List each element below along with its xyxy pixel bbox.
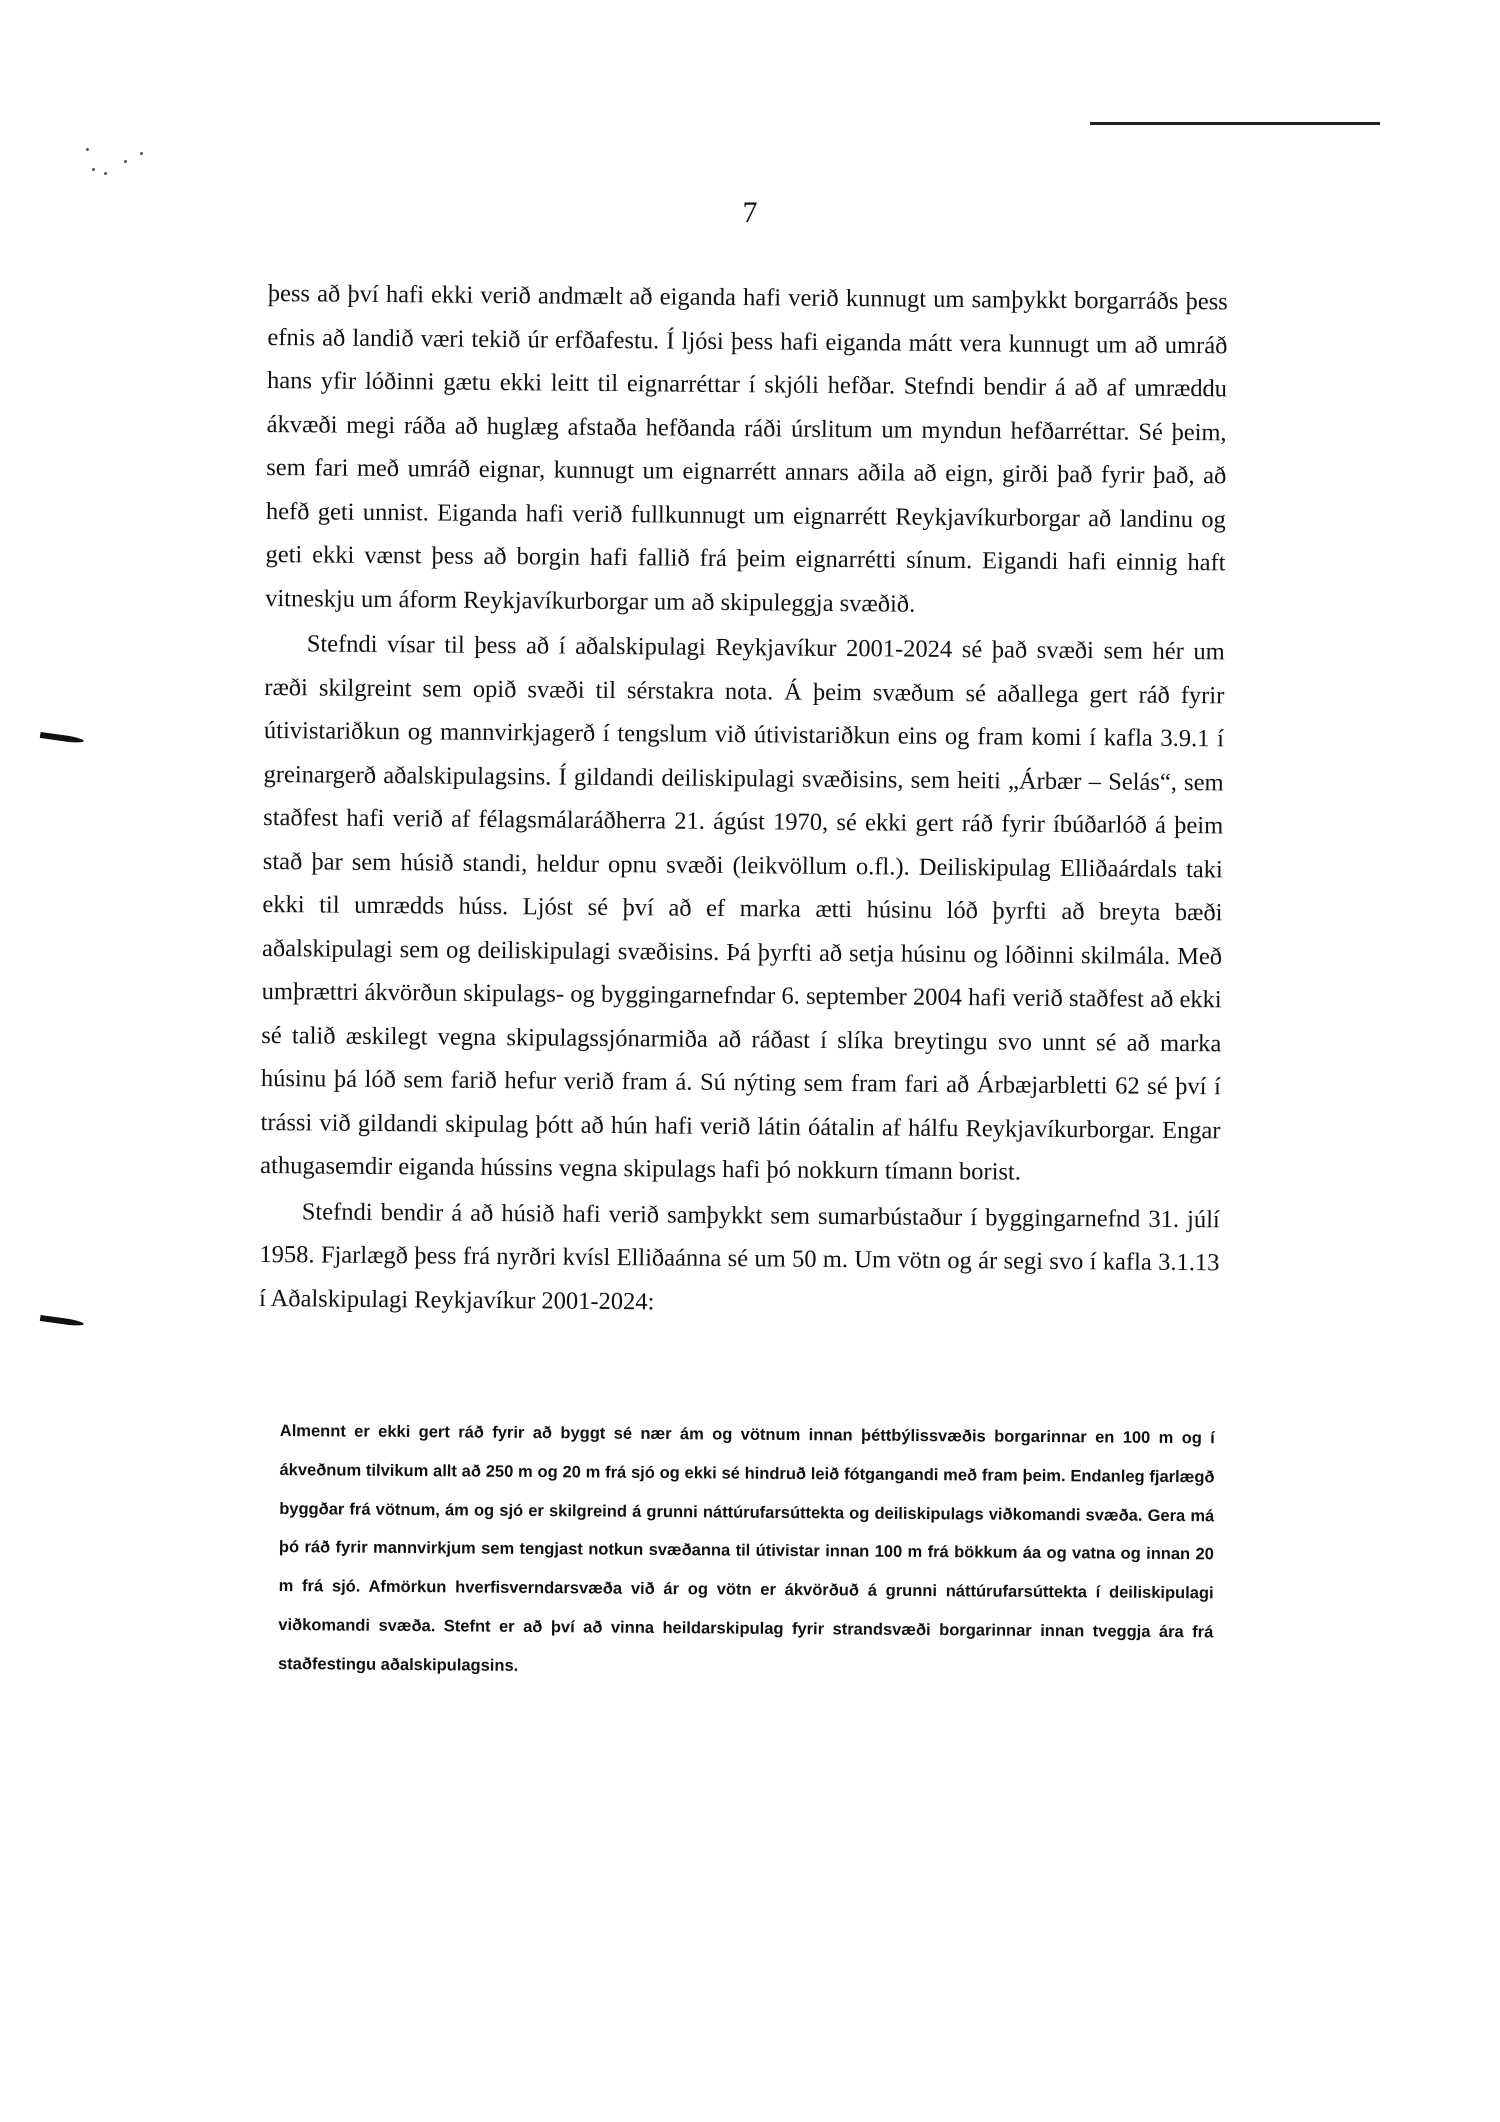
- scan-speck: [104, 172, 107, 175]
- page-number: 7: [742, 196, 758, 229]
- punch-hole-mark: [40, 732, 84, 744]
- scan-speck: [86, 148, 89, 151]
- block-quote: [278, 1412, 1215, 1691]
- paragraph: Stefndi bendir á að húsið hafi verið samþykkt sem sumarbústaður í byggingarnefnd 31. júlí 1958. Fjarlægð þess frá nyrðri kvísl Elliðaánna sé um 50 m. Um vötn og ár segi svo í kafla 3.1.13 í Aðalskipulagi Reykjavíkur 2001-2024:: [258, 1197, 1220, 1315]
- paragraph: Stefndi vísar til þess að í aðalskipulagi Reykjavíkur 2001-2024 sé það svæði sem hér um ræði skilgreint sem opið svæði til sérstakra nota. Á þeim svæðum sé aðallega gert ráð fyrir útivistariðkun og mannvirkjagerð í tengslum við útivistariðkun eins og fram komi í kafla 3.9.1 í greinargerð aðalskipulagsins. Í gildandi deiliskipulagi svæðisins, sem heiti „Árbær – Selás“, sem staðfest hafi verið af félagsmálaráðherra 21. ágúst 1970, sé ekki gert ráð fyrir íbúðarlóð á þeim stað þar sem húsið standi, heldur opnu svæði (leikvöllum o.fl.). Deiliskipulag Elliðaárdals taki ekki til umrædds húss. Ljóst sé því að ef marka ætti húsinu lóð þyrfti að breyta bæði aðalskipulagi sem og deiliskipulagi svæðisins. Þá þyrfti að setja húsinu og lóðinni skilmála. Með umþrættri ákvörðun skipulags- og byggingarnefndar 6. september 2004 hafi verið staðfest að ekki sé talið æskilegt vegna skipulagssjónarmiða að ráðast í slíka breytingu svo unnt sé að marka húsinu þá lóð sem farið hefur verið fram á. Sú nýting sem fram fari að Árbæjarbletti 62 sé því í trássi við gildandi skipulag þótt að hún hafi verið látin óátalin af hálfu Reykjavíkurborgar. Engar athugasemdir eiganda hússins vegna skipulags hafi þó nokkurn tímann borist.: [260, 630, 1225, 1186]
- scan-speck: [124, 160, 127, 163]
- scan-speck: [140, 152, 143, 155]
- header-rule: [1090, 122, 1380, 125]
- body-text: [259, 272, 1228, 1328]
- quote-text: Almennt er ekki gert ráð fyrir að byggt sé nær ám og vötnum innan þéttbýlissvæðis borgarinnar en 100 m og í ákveðnum tilvikum allt að 250 m og 20 m frá sjó og ekki sé hindruð leið fótgangandi með fram þeim. Endanleg fjarlægð byggðar frá vötnum, ám og sjó er skilgreind á grunni náttúrufarsúttekta og deiliskipulags viðkomandi svæða. Gera má þó ráð fyrir mannvirkjum sem tengjast notkun svæðanna til útivistar innan 100 m frá bökkum áa og vatna og innan 20 m frá sjó. Afmörkun hverfisverndarsvæða við ár og vötn er ákvörðuð á grunni náttúrufarsúttekta í deiliskipulagi viðkomandi svæða. Stefnt er að því að vinna heildarskipulag fyrir strandsvæði borgarinnar innan tveggja ára frá staðfestingu aðalskipulagsins.: [277, 1421, 1215, 1675]
- punch-hole-mark: [40, 1315, 84, 1327]
- paragraph: þess að því hafi ekki verið andmælt að eiganda hafi verið kunnugt um samþykkt borgarráðs þess efnis að landið væri tekið úr erfðafestu. Í ljósi þess hafi eiganda mátt vera kunnugt um að umráð hans yfir lóðinni gætu ekki leitt til eignarréttar í skjóli hefðar. Stefndi bendir á að af umræddu ákvæði megi ráða að huglæg afstaða hefðanda ráði úrslitum um myndun hefðarréttar. Sé þeim, sem fari með umráð eignar, kunnugt um eignarrétt annars aðila að eign, girði það fyrir það, að hefð geti unnist. Eiganda hafi verið fullkunnugt um eignarrétt Reykjavíkurborgar að landinu og geti ekki vænst þess að borgin hafi fallið frá þeim eignarrétti sínum. Eigandi hafi einnig haft vitneskju um áform Reykjavíkurborgar um að skipuleggja svæðið.: [265, 279, 1228, 618]
- scan-speck: [92, 168, 95, 171]
